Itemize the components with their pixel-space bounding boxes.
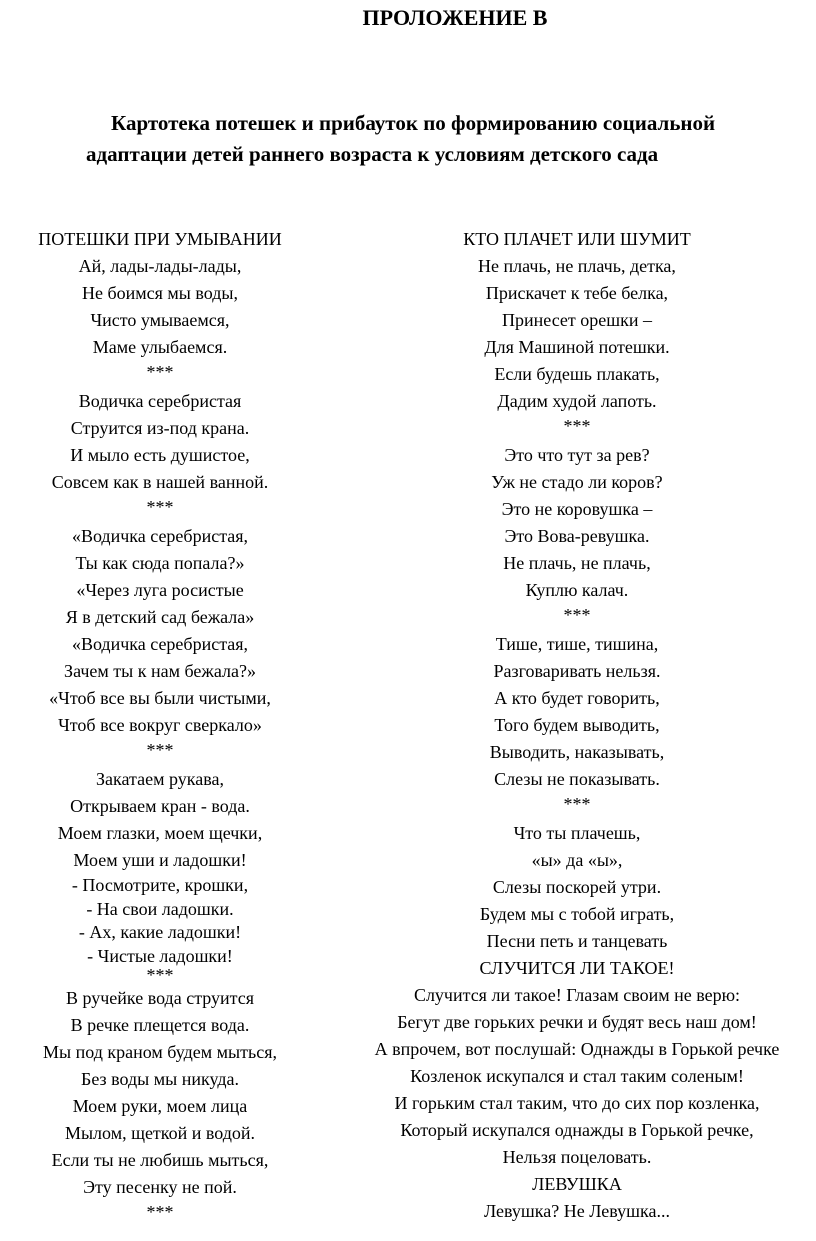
verse-separator: *** xyxy=(563,794,591,814)
verse-line: - Посмотрите, крошки, xyxy=(71,875,249,895)
section-heading-levushka: ЛЕВУШКА xyxy=(532,1174,622,1194)
verse-line: Не плачь, не плачь, xyxy=(503,553,651,573)
verse-line: А кто будет говорить, xyxy=(494,688,660,708)
verse-line: Моем глазки, моем щечки, xyxy=(57,823,263,843)
verse-line: Разговаривать нельзя. xyxy=(493,661,661,681)
verse-line: Эту песенку не пой. xyxy=(83,1177,237,1197)
title-line-2: адаптации детей раннего возраста к условиям детского сада xyxy=(86,142,659,166)
verse-line: А впрочем, вот послушай: Однажды в Горькой речке xyxy=(374,1039,780,1059)
verse-line: Моем уши и ладошки! xyxy=(73,850,247,870)
verse-line: Это не коровушка – xyxy=(501,499,653,519)
verse-line: «Водичка серебристая, xyxy=(71,634,249,654)
verse-separator: *** xyxy=(563,416,591,436)
document-title xyxy=(0,108,816,170)
verse-line: В речке плещется вода. xyxy=(70,1015,250,1035)
verse-line: Если ты не любишь мыться, xyxy=(51,1150,269,1170)
verse-line: - Чистые ладошки! xyxy=(87,945,233,966)
verse-line: Закатаем рукава, xyxy=(96,769,224,789)
verse-line: «Через луга росистые xyxy=(76,580,244,600)
verse-separator: *** xyxy=(146,1202,174,1222)
verse-line: Чтоб все вокруг сверкало» xyxy=(58,715,262,735)
section-heading-crying: КТО ПЛАЧЕТ ИЛИ ШУМИТ xyxy=(463,229,691,249)
verse-line: Песни петь и танцевать xyxy=(486,931,668,951)
verse-line: И горьким стал таким, что до сих пор козленка, xyxy=(394,1093,760,1113)
verse-line: Что ты плачешь, xyxy=(513,823,641,843)
verse-line: Выводить, наказывать, xyxy=(489,742,665,762)
verse-separator: *** xyxy=(146,740,174,760)
verse-line: Бегут две горьких речки и будят весь наш дом! xyxy=(397,1012,757,1032)
verse-line: Принесет орешки – xyxy=(502,310,652,330)
verse-line: Мы под краном будем мыться, xyxy=(43,1042,277,1062)
verse-line: Если будешь плакать, xyxy=(494,364,660,384)
verse-line: Это что тут за рев? xyxy=(504,445,650,465)
verse-separator: *** xyxy=(146,497,174,517)
verse-line: Уж не стадо ли коров? xyxy=(491,472,663,492)
verse-line: «Чтоб все вы были чистыми, xyxy=(49,688,271,708)
verse-line: Мылом, щеткой и водой. xyxy=(64,1123,256,1143)
verse-line: Ай, лады-лады-лады, xyxy=(78,256,242,276)
verse-line: Водичка серебристая xyxy=(78,391,242,411)
verse-line: Дадим худой лапоть. xyxy=(497,391,657,411)
verse-line: В ручейке вода струится xyxy=(65,988,255,1008)
verse-line: Будем мы с тобой играть, xyxy=(479,904,675,924)
verse-line: И мыло есть душистое, xyxy=(70,445,250,465)
verse-line: Тише, тише, тишина, xyxy=(495,634,659,654)
verse-line: Совсем как в нашей ванной. xyxy=(51,472,269,492)
verse-separator: *** xyxy=(563,605,591,625)
verse-line: Того будем выводить, xyxy=(494,715,660,735)
section-heading-washing: ПОТЕШКИ ПРИ УМЫВАНИИ xyxy=(38,229,282,249)
verse-line: Я в детский сад бежала» xyxy=(65,607,255,627)
verse-line: Зачем ты к нам бежала?» xyxy=(64,661,256,681)
left-column xyxy=(8,226,312,1228)
verse-line: - На свои ладошки. xyxy=(86,898,234,919)
verse-line: Маме улыбаемся. xyxy=(92,337,228,357)
verse-line: «Водичка серебристая, xyxy=(71,526,249,546)
verse-line: Козленок искупался и стал таким соленым! xyxy=(410,1066,744,1086)
verse-line: «ы» да «ы», xyxy=(531,850,623,870)
verse-line: Без воды мы никуда. xyxy=(80,1069,240,1089)
verse-line: Не боимся мы воды, xyxy=(81,283,239,303)
section-heading-happens: СЛУЧИТСЯ ЛИ ТАКОЕ! xyxy=(479,958,675,978)
verse-line: Ты как сюда попала?» xyxy=(75,553,245,573)
verse-line: Случится ли такое! Глазам своим не верю: xyxy=(413,985,741,1005)
verse-line: Моем руки, моем лица xyxy=(72,1096,248,1116)
verse-separator: *** xyxy=(146,965,174,985)
verse-line: Куплю калач. xyxy=(525,580,629,600)
verse-line: Не плачь, не плачь, детка, xyxy=(478,256,676,276)
verse-line: Слезы не показывать. xyxy=(494,769,660,789)
verse-line: Прискачет к тебе белка, xyxy=(485,283,669,303)
verse-line: Чисто умываемся, xyxy=(90,310,230,330)
verse-line: Слезы поскорей утри. xyxy=(492,877,662,897)
verse-line: Для Машиной потешки. xyxy=(484,337,670,357)
verse-separator: *** xyxy=(146,362,174,382)
title-line-1: Картотека потешек и прибауток по формированию социальной xyxy=(111,111,716,135)
verse-line: Нельзя поцеловать. xyxy=(502,1147,652,1167)
right-column xyxy=(340,226,814,1225)
verse-line: Левушка? Не Левушка... xyxy=(483,1201,671,1221)
verse-line: - Ах, какие ладошки! xyxy=(78,922,242,942)
verse-line: Открываем кран - вода. xyxy=(70,796,250,816)
verse-line: Это Вова-ревушка. xyxy=(504,526,650,546)
verse-line: Струится из-под крана. xyxy=(70,418,250,438)
verse-line: Который искупался однажды в Горькой речке, xyxy=(400,1120,754,1140)
appendix-heading: ПРОЛОЖЕНИЕ В xyxy=(362,5,548,30)
